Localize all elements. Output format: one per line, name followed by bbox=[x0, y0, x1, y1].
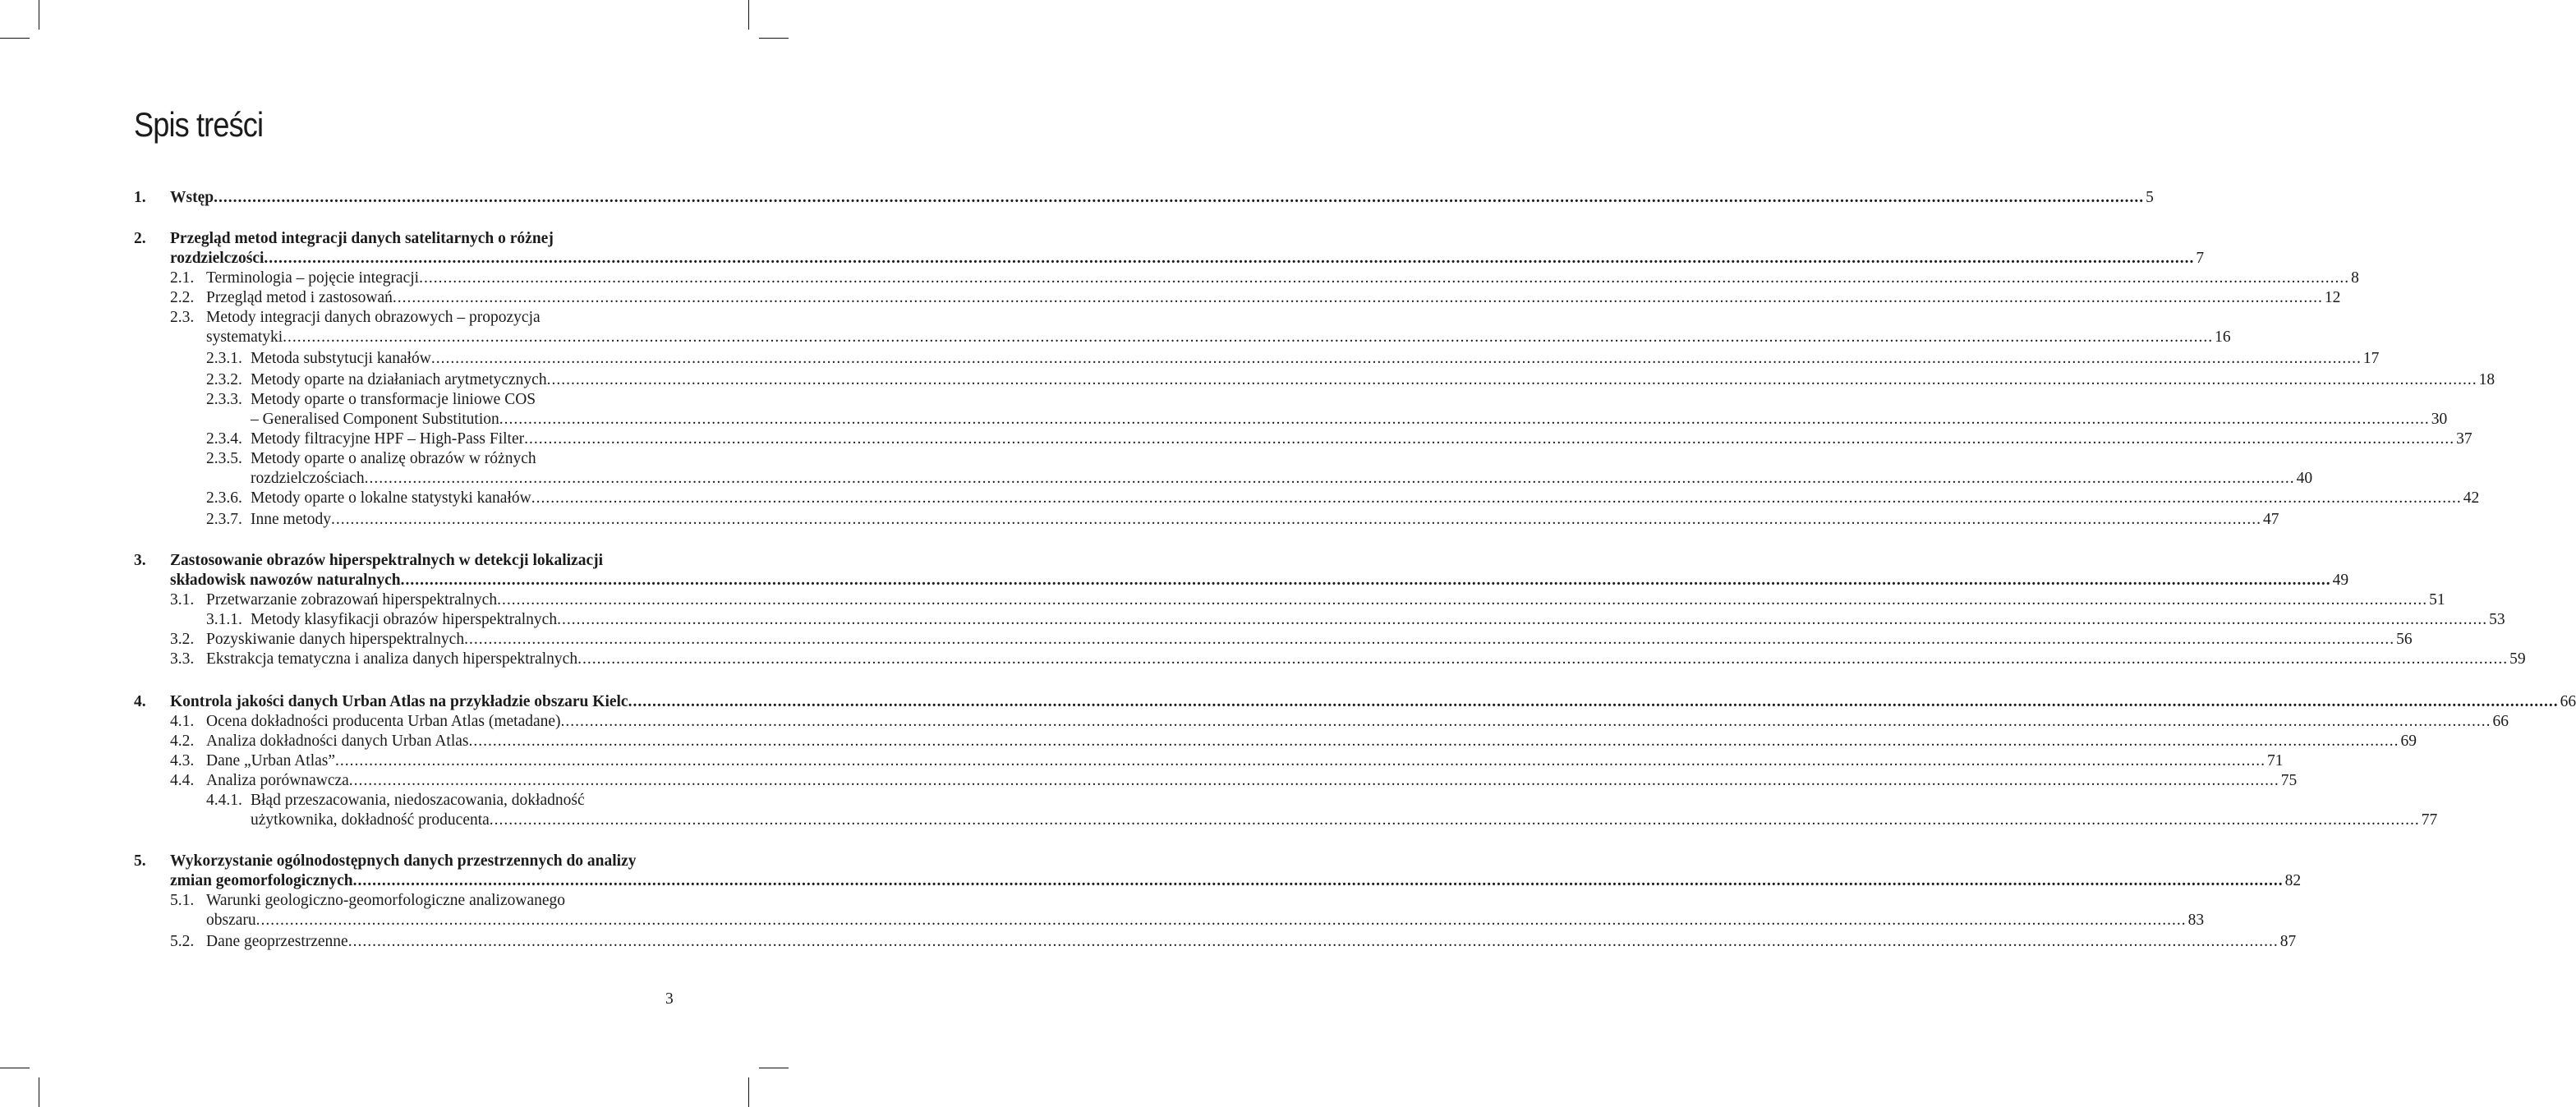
dot-leader: ................................................................................................................................................................................................................................................................................................................................................................................................................ bbox=[392, 289, 2323, 306]
toc-entry bbox=[134, 852, 637, 871]
toc-entry-number: 4. bbox=[134, 693, 146, 710]
toc-entry-title: Metody oparte o analizę obrazów w różnych bbox=[251, 450, 536, 467]
toc-entry bbox=[206, 429, 2472, 449]
toc-entry-title: Metody integracji danych obrazowych – propozycja bbox=[206, 309, 540, 326]
toc-entry-page: 69 bbox=[2400, 733, 2417, 750]
toc-entry-title: Błąd przeszacowania, niedoszacowania, dokładność bbox=[251, 792, 585, 809]
toc-entry bbox=[170, 249, 2205, 269]
toc-entry bbox=[170, 751, 2284, 771]
toc-entry-title: Wykorzystanie ogólnodostępnych danych przestrzennych do analizy bbox=[170, 852, 637, 870]
dot-leader: ................................................................................................................................................................................................................................................................................................................................................................................................................ bbox=[557, 611, 2488, 628]
toc-entry bbox=[206, 390, 536, 410]
toc-entry bbox=[134, 551, 604, 571]
dot-leader: ................................................................................................................................................................................................................................................................................................................................................................................................................ bbox=[489, 811, 2420, 829]
toc-entry-page: 37 bbox=[2456, 430, 2472, 448]
toc-entry bbox=[170, 590, 2445, 610]
toc-entry bbox=[206, 911, 2205, 930]
toc-entry-page: 42 bbox=[2463, 489, 2480, 507]
toc-entry-title: Metody klasyfikacji obrazów hiperspektralnych bbox=[251, 611, 558, 628]
toc-entry-title: Ocena dokładności producenta Urban Atlas (metadane) bbox=[206, 713, 561, 730]
toc-entry-page: 5 bbox=[2146, 189, 2154, 206]
toc-entry-page: 18 bbox=[2478, 371, 2496, 388]
dot-leader: ................................................................................................................................................................................................................................................................................................................................................................................................................ bbox=[419, 269, 2350, 287]
toc-entry-page: 71 bbox=[2267, 752, 2284, 769]
toc-entry-number: 2.3.2. bbox=[206, 371, 242, 388]
toc-entry-number: 3.1.1. bbox=[206, 611, 242, 628]
toc-entry bbox=[206, 791, 585, 811]
toc-entry-number: 4.3. bbox=[170, 752, 195, 769]
toc-entry-page: 59 bbox=[2509, 650, 2526, 668]
toc-entry-page: 83 bbox=[2187, 912, 2205, 929]
dot-leader: ................................................................................................................................................................................................................................................................................................................................................................................................................ bbox=[214, 189, 2145, 206]
toc-entry-title: Przetwarzanie zobrazowań hiperspektralnych bbox=[206, 591, 498, 609]
toc-entry-title: Metody oparte na działaniach arytmetycznych bbox=[251, 371, 547, 388]
toc-entry-page: 7 bbox=[2196, 250, 2205, 267]
toc-entry-title: Pozyskiwanie danych hiperspektralnych bbox=[206, 631, 465, 648]
dot-leader: ................................................................................................................................................................................................................................................................................................................................................................................................................ bbox=[335, 752, 2266, 769]
page-title: Spis treści bbox=[134, 105, 264, 144]
dot-leader: ................................................................................................................................................................................................................................................................................................................................................................................................................ bbox=[331, 511, 2262, 528]
toc-entry-number: 5.2. bbox=[170, 933, 195, 950]
toc-entry bbox=[170, 630, 2413, 650]
toc-entry-title: Przegląd metod integracji danych satelitarnych o różnej bbox=[170, 230, 554, 247]
dot-leader: ................................................................................................................................................................................................................................................................................................................................................................................................................ bbox=[264, 250, 2195, 267]
toc-entry-number: 4.4. bbox=[170, 772, 195, 789]
toc-entry-title: Zastosowanie obrazów hiperspektralnych w detekcji lokalizacji bbox=[170, 552, 604, 569]
toc-entry-title: Ekstrakcja tematyczna i analiza danych hiperspektralnych bbox=[206, 650, 578, 668]
toc-entry-title: Kontrola jakości danych Urban Atlas na przykładzie obszaru Kielc bbox=[170, 693, 628, 710]
dot-leader: ................................................................................................................................................................................................................................................................................................................................................................................................................ bbox=[497, 591, 2428, 609]
dot-leader: ................................................................................................................................................................................................................................................................................................................................................................................................................ bbox=[577, 650, 2509, 668]
toc-entry-title: obszaru bbox=[206, 912, 256, 929]
toc-entry-page: 66 bbox=[2560, 693, 2576, 710]
toc-entry bbox=[134, 188, 2154, 208]
dot-leader: ................................................................................................................................................................................................................................................................................................................................................................................................................ bbox=[352, 872, 2284, 889]
page-number: 3 bbox=[665, 990, 674, 1008]
toc-entry bbox=[134, 229, 554, 249]
toc-entry-title: Wstęp bbox=[170, 189, 214, 206]
toc-entry-title: Metody oparte o lokalne statystyki kanałów bbox=[251, 489, 531, 507]
toc-entry-page: 77 bbox=[2421, 811, 2438, 829]
toc-entry-number: 5.1. bbox=[170, 892, 195, 909]
toc-entry-page: 51 bbox=[2429, 591, 2445, 609]
toc-entry-page: 8 bbox=[2351, 269, 2359, 287]
toc-entry bbox=[170, 891, 566, 911]
toc-entry bbox=[206, 510, 2279, 530]
toc-entry-number: 3.1. bbox=[170, 591, 195, 609]
toc-entry-page: 82 bbox=[2284, 872, 2302, 889]
dot-leader: ................................................................................................................................................................................................................................................................................................................................................................................................................ bbox=[400, 572, 2331, 589]
toc-entry bbox=[206, 610, 2505, 630]
toc-entry-title: składowisk nawozów naturalnych bbox=[170, 572, 401, 589]
dot-leader: ................................................................................................................................................................................................................................................................................................................................................................................................................ bbox=[364, 470, 2295, 487]
toc-entry-title: użytkownika, dokładność producenta bbox=[251, 811, 490, 829]
dot-leader: ................................................................................................................................................................................................................................................................................................................................................................................................................ bbox=[283, 328, 2214, 346]
toc-entry-title: zmian geomorfologicznych bbox=[170, 872, 353, 889]
toc-entry bbox=[170, 732, 2417, 751]
toc-entry-number: 3. bbox=[134, 552, 146, 569]
toc-entry-page: 16 bbox=[2215, 328, 2231, 346]
toc-entry bbox=[170, 288, 2341, 308]
toc-entry-page: 53 bbox=[2489, 611, 2505, 628]
toc-entry-number: 2. bbox=[134, 230, 146, 247]
toc-entry-number: 4.1. bbox=[170, 713, 195, 730]
toc-entry bbox=[170, 771, 2298, 791]
toc-entry bbox=[206, 328, 2231, 347]
toc-entry-title: Przegląd metod i zastosowań bbox=[206, 289, 393, 306]
dot-leader: ................................................................................................................................................................................................................................................................................................................................................................................................................ bbox=[430, 350, 2362, 367]
dot-leader: ................................................................................................................................................................................................................................................................................................................................................................................................................ bbox=[464, 631, 2395, 648]
toc-entry-page: 17 bbox=[2362, 350, 2380, 367]
toc-entry-page: 75 bbox=[2280, 772, 2298, 789]
toc-entry-title: Inne metody bbox=[251, 511, 332, 528]
toc-entry-title: Metody filtracyjne HPF – High-Pass Filter bbox=[251, 430, 525, 448]
toc-entry-title: Metoda substytucji kanałów bbox=[251, 350, 431, 367]
toc-entry-number: 2.3.1. bbox=[206, 350, 242, 367]
toc-entry-page: 40 bbox=[2296, 470, 2313, 487]
dot-leader: ................................................................................................................................................................................................................................................................................................................................................................................................................ bbox=[524, 430, 2455, 448]
toc-entry-title: Warunki geologiczno-geomorfologiczne analizowanego bbox=[206, 892, 566, 909]
toc-entry-number: 2.3. bbox=[170, 309, 195, 326]
toc-entry-title: rozdzielczości bbox=[170, 250, 264, 267]
toc-entry bbox=[206, 370, 2496, 390]
toc-entry-title: Analiza porównawcza bbox=[206, 772, 349, 789]
toc-entry bbox=[170, 571, 2349, 590]
toc-entry bbox=[170, 650, 2526, 669]
dot-leader: ................................................................................................................................................................................................................................................................................................................................................................................................................ bbox=[499, 411, 2430, 428]
dot-leader: ................................................................................................................................................................................................................................................................................................................................................................................................................ bbox=[348, 772, 2279, 789]
dot-leader: ................................................................................................................................................................................................................................................................................................................................................................................................................ bbox=[531, 489, 2462, 507]
toc-entry-title: rozdzielczościach bbox=[251, 470, 365, 487]
toc-entry bbox=[206, 489, 2480, 508]
toc-entry-page: 49 bbox=[2332, 572, 2349, 589]
toc-entry-title: Terminologia – pojęcie integracji bbox=[206, 269, 420, 287]
toc-entry-number: 3.3. bbox=[170, 650, 195, 668]
toc-entry-number: 2.3.5. bbox=[206, 450, 242, 467]
dot-leader: ................................................................................................................................................................................................................................................................................................................................................................................................................ bbox=[546, 371, 2477, 388]
toc-entry-title: systematyki bbox=[206, 328, 283, 346]
dot-leader: ................................................................................................................................................................................................................................................................................................................................................................................................................ bbox=[560, 713, 2491, 730]
toc-entry-number: 4.2. bbox=[170, 733, 195, 750]
toc-entry-page: 12 bbox=[2324, 289, 2341, 306]
toc-entry-number: 2.1. bbox=[170, 269, 195, 287]
toc-entry-number: 2.3.3. bbox=[206, 391, 242, 408]
toc-entry bbox=[206, 349, 2380, 369]
toc-entry bbox=[134, 692, 2576, 712]
toc-entry-page: 30 bbox=[2431, 411, 2448, 428]
toc-entry-page: 66 bbox=[2492, 713, 2509, 730]
toc-entry bbox=[170, 269, 2359, 288]
toc-entry-number: 5. bbox=[134, 852, 146, 870]
toc-entry-page: 87 bbox=[2279, 933, 2297, 950]
toc-entry bbox=[170, 871, 2302, 891]
toc-entry-title: Dane geoprzestrzenne bbox=[206, 933, 348, 950]
toc-entry bbox=[170, 712, 2509, 732]
dot-leader: ................................................................................................................................................................................................................................................................................................................................................................................................................ bbox=[628, 693, 2559, 710]
toc-entry bbox=[251, 410, 2448, 429]
toc-entry-title: Dane „Urban Atlas” bbox=[206, 752, 336, 769]
toc-entry-number: 3.2. bbox=[170, 631, 195, 648]
toc-entry bbox=[170, 308, 540, 328]
toc-entry-number: 2.3.6. bbox=[206, 489, 242, 507]
toc-entry bbox=[251, 469, 2313, 489]
toc-entry-number: 1. bbox=[134, 189, 146, 206]
toc-entry-title: – Generalised Component Substitution bbox=[251, 411, 499, 428]
toc-entry-number: 2.3.7. bbox=[206, 511, 242, 528]
toc-entry bbox=[170, 932, 2297, 952]
toc-entry-number: 2.3.4. bbox=[206, 430, 242, 448]
dot-leader: ................................................................................................................................................................................................................................................................................................................................................................................................................ bbox=[468, 733, 2399, 750]
dot-leader: ................................................................................................................................................................................................................................................................................................................................................................................................................ bbox=[255, 912, 2187, 929]
toc-entry-page: 47 bbox=[2263, 511, 2279, 528]
toc-entry-page: 56 bbox=[2396, 631, 2413, 648]
toc-entry-number: 4.4.1. bbox=[206, 792, 242, 809]
toc-entry-title: Metody oparte o transformacje liniowe COS bbox=[251, 391, 536, 408]
toc-entry-number: 2.2. bbox=[170, 289, 195, 306]
dot-leader: ................................................................................................................................................................................................................................................................................................................................................................................................................ bbox=[347, 933, 2279, 950]
toc-entry bbox=[206, 449, 536, 469]
toc-entry-title: Analiza dokładności danych Urban Atlas bbox=[206, 733, 469, 750]
toc-entry bbox=[251, 811, 2438, 830]
